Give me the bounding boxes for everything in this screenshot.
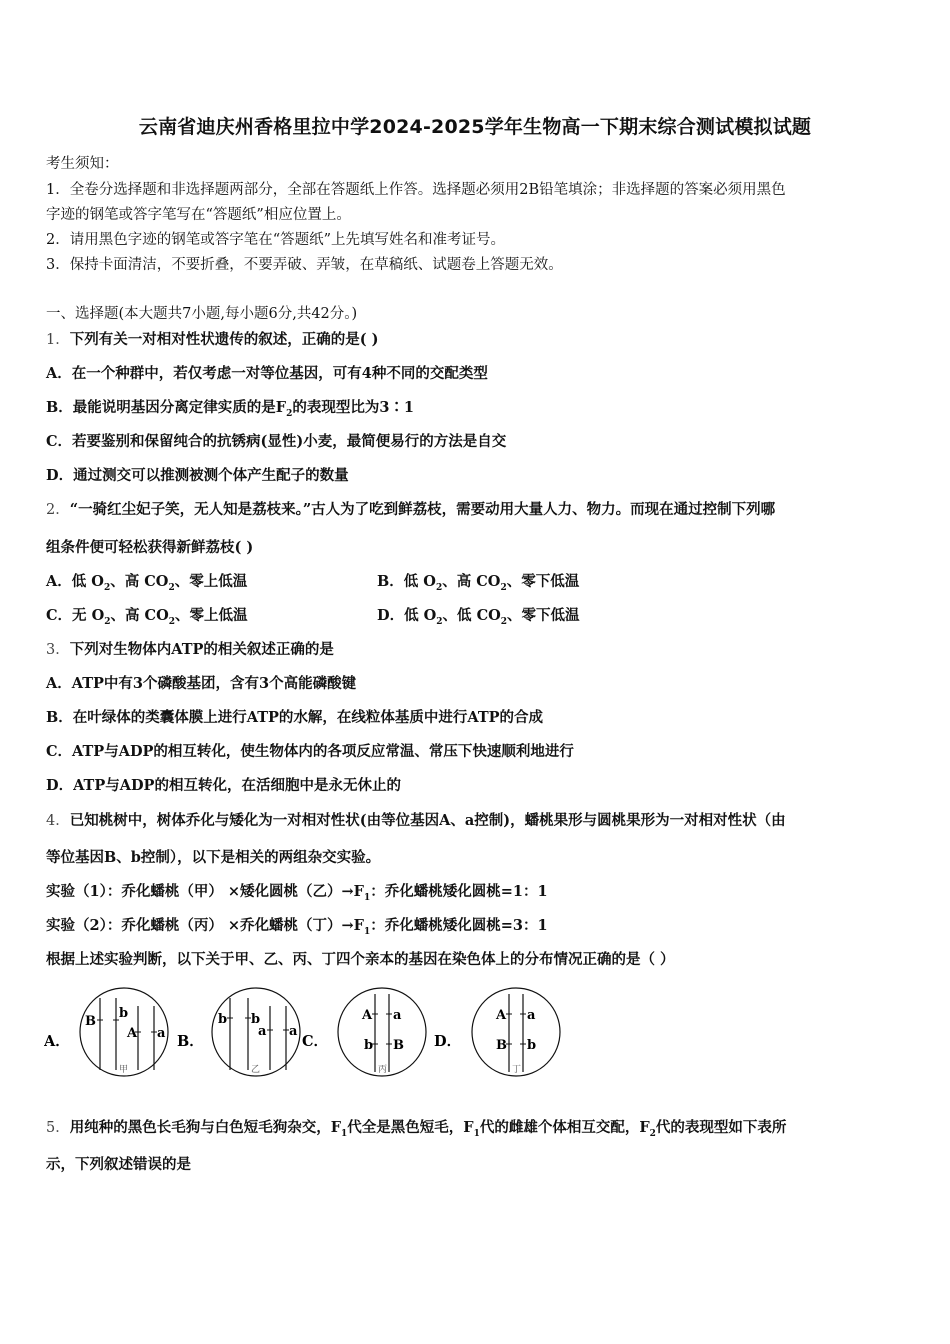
gene-label: B <box>393 1038 404 1053</box>
gene-label: A <box>127 1026 138 1041</box>
cell-membrane <box>212 988 300 1076</box>
q4-question: 根据上述实验判断，以下关于甲、乙、丙、丁四个亲本的基因在染色体上的分布情况正确的是（ ） <box>46 951 675 968</box>
q1-option-a: A．在一个种群中，若仅考虑一对等位基因，可有4种不同的交配类型 <box>46 365 488 382</box>
q4-option-a-label: A． <box>44 1033 70 1050</box>
q3-option-a: A．ATP中有3个磷酸基团，含有3个高能磷酸键 <box>46 675 357 692</box>
question-4-stem-cont: 等位基因B、b控制），以下是相关的两组杂交实验。 <box>46 849 381 866</box>
q4-option-a-figure <box>44 988 168 1076</box>
notice-item-1-cont: 字迹的钢笔或答字笔写在“答题纸”相应位置上。 <box>46 207 351 223</box>
q3-option-b: B．在叶绿体的类囊体膜上进行ATP的水解，在线粒体基质中进行ATP的合成 <box>46 709 544 726</box>
question-5-stem: 5．用纯种的黑色长毛狗与白色短毛狗杂交，$F_1$代全是黑色短毛，$F_1$代的雌雄个体相互交配，$F_2$代的表现型如下表所 <box>46 1119 787 1139</box>
q4-experiment-1: 实验（1）：乔化蟠桃（甲） ×矮化圆桃（乙）$\to F_1$：乔化蟠桃矮化圆桃=1：1 <box>46 883 548 903</box>
notice-heading: 考生须知： <box>46 156 119 172</box>
gene-label: B <box>85 1014 96 1029</box>
section-heading: 一、选择题(本大题共7小题,每小题6分,共42分。) <box>46 306 358 322</box>
gene-label: a <box>289 1024 298 1039</box>
gene-label: b <box>364 1038 374 1053</box>
q4-option-d-figure <box>434 988 560 1076</box>
q1-option-d: D．通过测交可以推测被测个体产生配子的数量 <box>46 467 349 484</box>
cell-membrane <box>472 988 560 1076</box>
cell-label: 乙 <box>251 1065 261 1075</box>
gene-label: B <box>496 1038 507 1053</box>
cell-label: 甲 <box>119 1065 129 1075</box>
q4-option-figures <box>44 980 604 1088</box>
q2-option-c: C．无 $O_2$、高 $CO_2$、零上低温 <box>46 607 248 627</box>
q2-option-b: B．低 $O_2$、高 $CO_2$、零下低温 <box>377 573 580 593</box>
cell-diagrams <box>44 980 604 1084</box>
gene-label: a <box>527 1008 536 1023</box>
gene-label: b <box>527 1038 537 1053</box>
question-2-stem: 2．“一骑红尘妃子笑，无人知是荔枝来。”古人为了吃到鲜荔枝，需要动用大量人力、物力。而现在通过控制下列哪 <box>46 501 776 518</box>
question-1-stem: 1．下列有关一对相对性状遗传的叙述，正确的是( ) <box>46 331 379 348</box>
q4-option-d-label: D． <box>434 1033 462 1050</box>
q3-option-d: D．ATP与ADP的相互转化，在活细胞中是永无休止的 <box>46 777 401 794</box>
notice-item-1: 1．全卷分选择题和非选择题两部分，全部在答题纸上作答。选择题必须用2B铅笔填涂；非选择题的答案必须用黑色 <box>46 182 786 198</box>
q4-option-b-figure <box>177 988 300 1076</box>
q4-option-c-figure <box>302 988 426 1076</box>
question-2-stem-cont: 组条件便可轻松获得新鲜荔枝( ) <box>46 539 254 556</box>
gene-label: A <box>496 1008 507 1023</box>
gene-label: b <box>119 1006 129 1021</box>
q4-experiment-2: 实验（2）：乔化蟠桃（丙） ×乔化蟠桃（丁）$\to F_1$：乔化蟠桃矮化圆桃=3：1 <box>46 917 548 937</box>
notice-item-2: 2．请用黑色字迹的钢笔或答字笔在“答题纸”上先填写姓名和准考证号。 <box>46 232 506 248</box>
q4-option-b-label: B． <box>177 1033 204 1050</box>
question-3-stem: 3．下列对生物体内ATP的相关叙述正确的是 <box>46 641 334 658</box>
gene-label: b <box>218 1012 228 1027</box>
q1-option-b: B．最能说明基因分离定律实质的是$F_2$的表现型比为3∶1 <box>46 399 415 419</box>
gene-label: b <box>251 1012 261 1027</box>
gene-label: a <box>258 1024 267 1039</box>
q2-option-a: A．低 $O_2$、高 $CO_2$、零上低温 <box>46 573 248 593</box>
q3-option-c: C．ATP与ADP的相互转化，使生物体内的各项反应常温、常压下快速顺利地进行 <box>46 743 574 760</box>
question-5-stem-cont: 示，下列叙述错误的是 <box>46 1156 191 1173</box>
q2-option-d: D．低 $O_2$、低 $CO_2$、零下低温 <box>377 607 580 627</box>
q4-option-c-label: C． <box>302 1033 329 1050</box>
question-number: 1． <box>46 332 70 348</box>
gene-label: a <box>157 1026 166 1041</box>
cell-label: 丙 <box>378 1065 388 1075</box>
gene-label: A <box>362 1008 373 1023</box>
notice-item-3: 3．保持卡面清洁，不要折叠，不要弄破、弄皱，在草稿纸、试题卷上答题无效。 <box>46 257 563 273</box>
question-4-stem: 4．已知桃树中，树体乔化与矮化为一对相对性状(由等位基因A、a控制)，蟠桃果形与圆桃果形为一对相对性状（由 <box>46 812 786 829</box>
cell-label: 丁 <box>512 1065 522 1075</box>
page-title: 云南省迪庆州香格里拉中学2024-2025学年生物高一下期末综合测试模拟试题 <box>138 116 812 138</box>
gene-label: a <box>393 1008 402 1023</box>
q1-option-c: C．若要鉴别和保留纯合的抗锈病(显性)小麦，最简便易行的方法是自交 <box>46 433 507 450</box>
cell-membrane <box>338 988 426 1076</box>
